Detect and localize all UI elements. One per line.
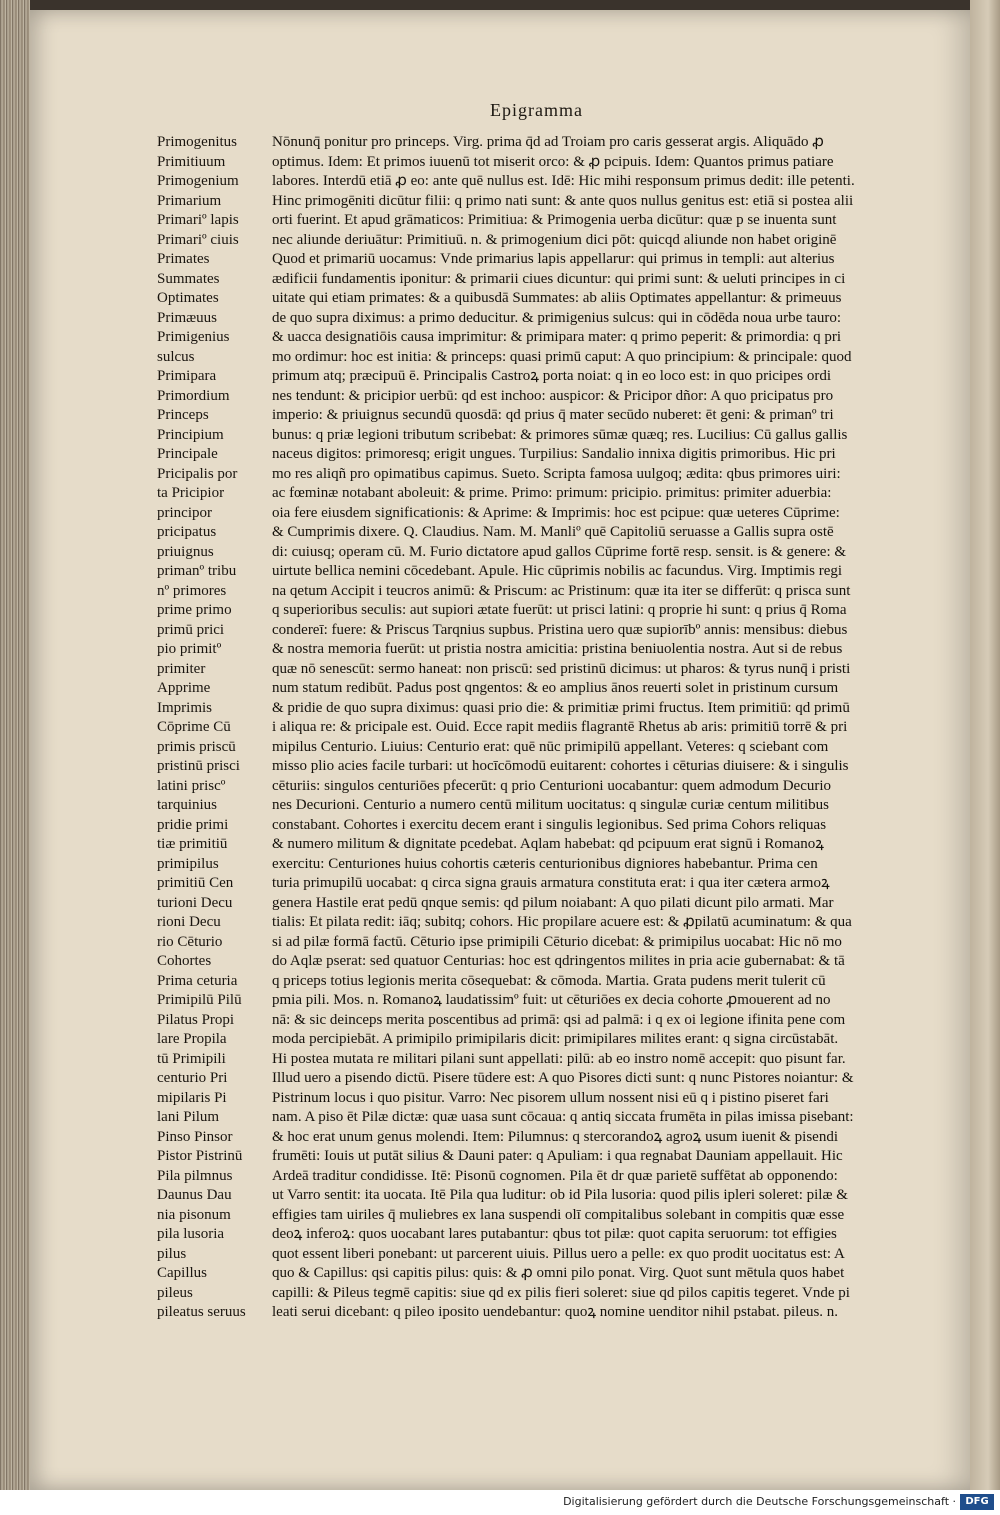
dfg-logo: DFG	[960, 1494, 994, 1510]
margin-note: rio Cēturio	[157, 933, 223, 950]
text-line: capilli: & Pileus tegmē capitis: siue qd ex pilis fieri soleret: siue qd pilos capitis tegeret. Vnde pi	[272, 1284, 850, 1301]
text-line: turia primupilū uocabat: q circa signa grauis armatura constituta erat: i qua iter cætera armoꝝ	[272, 875, 830, 891]
text-line: orti fuerint. Et apud grāmaticos: Primitiua: & Primogenia uerba dicūtur: quæ p se inuenta sunt	[272, 212, 837, 228]
book-fore-edge	[0, 0, 30, 1490]
text-line: q priceps totius legionis merita cōsequebat: & cōmoda. Martia. Grata pudens merit tulerit cū	[272, 972, 826, 989]
text-line: quot essent liberi ponebant: ut parcerent uiuis. Pillus uero a pelle: ex quo prodit uocitatus est: A	[272, 1245, 845, 1262]
text-line: ædificii fundamentis iponitur: & primarii ciues dicuntur: qui primi sunt: & ueluti principes in ci	[272, 270, 846, 287]
margin-note: Pila pilmnus	[157, 1167, 233, 1184]
text-line: de quo supra diximus: a primo deducitur. & primigenius sulcus: qui in cōdēda noua urbe tauro:	[272, 309, 842, 326]
text-line: exercitu: Centuriones huius cohortis cæteris centurionibus digniores habebantur. Prima cen	[272, 855, 818, 872]
margin-note: Primates	[157, 251, 210, 267]
margin-note: Pricipalis por	[157, 465, 238, 482]
text-line: nes tendunt: & pricipior uerbū: qd est inchoo: auspicor: & Pricipor dñor: A quo pricipatus pro	[272, 387, 834, 404]
footer-credit: Digitalisierung gefördert durch die Deutsche Forschungsgemeinschaft ·	[563, 1495, 956, 1508]
facing-page-edge	[970, 0, 1000, 1490]
margin-note: Imprimis	[157, 699, 212, 716]
text-line: primum atq; præcipuū ē. Principalis Castroꝝ porta noiat: q in eo loco est: in quo pricipes ordi	[272, 368, 831, 384]
footer-bar	[0, 1490, 1000, 1515]
text-line: quæ nō senescūt: sermo haneat: non priscū: sed pristinū dicimus: ut pharos: & tyrus nunq̄ i pristi	[272, 660, 851, 677]
text-line: Illud uero a pisendo dictū. Pisere tūdere est: A quo Pisores dicti sunt: q nunc Pistores noiantur: &	[272, 1070, 854, 1086]
text-line: ut Varro sentit: ita uocata. Itē Pila qua luditur: ob id Pila lusoria: quod pilis ipleri soleret: pilæ &	[272, 1187, 848, 1203]
margin-note: Primariº lapis	[157, 212, 239, 228]
text-line: tialis: Et pilata redit: iāq; subitq; cohors. Hic propilare acuere est: & ꝓpilatū acuminatum: & qua	[272, 914, 852, 930]
text-line: cēturiis: singulos centuriōes pfecerūt: q prio Centurioni uocabantur: quem admodum Decurio	[272, 777, 832, 794]
running-head: Epigramma	[490, 100, 583, 120]
margin-note: Apprime	[157, 680, 211, 696]
text-line: moda percipiebāt. A primipilo primipilaris dicit: primipilares milites erant: q signa circūstabāt.	[272, 1031, 839, 1047]
text-line: nes Decurioni. Centurio a numero centū militum uocitatus: q singulæ curiæ centum militibus	[272, 797, 829, 813]
text-line: nā: & sic deinceps merita poscentibus ad primā: qsi ad palmā: i q ex oi legione ifinita pene com	[272, 1011, 846, 1028]
margin-note: Pilatus Propi	[157, 1011, 235, 1028]
margin-note: Primarium	[157, 192, 222, 209]
margin-note: Pinso Pinsor	[157, 1128, 233, 1145]
margin-note: pridie primi	[157, 816, 229, 833]
margin-note: ta Pricipior	[157, 485, 225, 501]
margin-note: Primipilū Pilū	[157, 992, 242, 1008]
text-line: Hi postea mutata re militari pilani sunt appellati: pilū: ab eo instro nomē accepit: quo pisunt far.	[272, 1050, 846, 1067]
margin-note: mipilaris Pi	[157, 1089, 227, 1106]
text-line: & numero militum & dignitate pcedebat. Aqlam habebat: qd pcipuum erat signū i Romanoꝝ	[272, 836, 824, 852]
text-line: deoꝝ inferoꝝ: quos uocabant lares putabantur: qbus tot pilæ: quot capita seruorum: tot effigies	[272, 1226, 837, 1242]
margin-note: primitiū Cen	[157, 875, 234, 891]
text-line: Ardeā traditur condidisse. Itē: Pisonū cognomen. Pila ēt dr quæ parietē suffētat ab opponendo:	[272, 1167, 838, 1184]
margin-note: primanº tribu	[157, 563, 237, 579]
text-line: & pridie de quo supra diximus: quasi prio die: & primitiæ primi fructus. Item primitiū: qd primū	[272, 699, 850, 716]
margin-note: nº primores	[157, 582, 227, 599]
text-line: constabant. Cohortes i exercitu decem erant i singulis legionibus. Sed prima Cohors reliquas	[272, 816, 827, 833]
margin-note: Primigenius	[157, 329, 230, 345]
margin-note: pilus	[157, 1245, 187, 1262]
text-line: Pistrinum locus i quo pisitur. Varro: Nec pisorem ullum nossent nisi eū q i pistino piseret fari	[272, 1089, 829, 1106]
text-line: labores. Interdū etiā ꝓ eo: ante quē nullus est. Idē: Hic mihi responsum primus dedit: ille petenti.	[272, 173, 855, 189]
text-line: frumēti: Iouis ut putāt silius & Dauni pater: q Apuliam: i qua regnabat Dauniam appellauit. Hic	[272, 1148, 843, 1164]
margin-note: Capillus	[157, 1265, 208, 1281]
margin-note: Principium	[157, 426, 224, 443]
text-line: & Cumprimis dixere. Q. Claudius. Nam. M. Manliº quē Capitoliū seruasse a Gallis supra ostē	[272, 524, 834, 540]
margin-note: Primæuus	[157, 309, 218, 326]
margin-note: primipilus	[157, 855, 219, 872]
margin-note: pila lusoria	[157, 1226, 225, 1242]
text-line: pmia pili. Mos. n. Romanoꝝ laudatissimº fuit: ut cēturiōes ex decia cohorte ꝓmouerent ad no	[272, 992, 831, 1008]
text-line: mo ordimur: hoc est initia: & princeps: quasi primū caput: A quo principium: & principale: quod	[272, 348, 852, 365]
text-line: condereī: fuere: & Priscus Tarqnius supbus. Pristina uero quæ supiorībº annis: mensibus: diebus	[272, 621, 848, 638]
margin-note: pio primitº	[157, 641, 222, 657]
margin-note: pileatus seruus	[157, 1304, 246, 1320]
margin-note: Pistor Pistrinū	[157, 1148, 243, 1164]
margin-note: centurio Pri	[157, 1070, 228, 1086]
margin-note: Princeps	[157, 407, 209, 423]
margin-note: tarquinius	[157, 797, 217, 813]
text-line: misso plio acies facile turbari: ut hocīcōmodū euitarent: cohortes i cēturias diuisere: & i singulis	[272, 758, 849, 774]
text-line: & nostra memoria fuerūt: ut pristia nostra amicitia: pristina beniuolentia nostra. Aut si de rebus	[272, 641, 843, 657]
text-line: naceus digitos: primoresq; erigit ungues. Turpilius: Sandalio innixa digitis primoribus. Hic pri	[272, 446, 836, 462]
margin-note: Cohortes	[157, 953, 212, 969]
text-line: imperio: & priuignus secundū quosdā: qd prius q̄ mater secūdo nuberet: ēt geni: & primanº tri	[272, 407, 834, 423]
margin-note: prime primo	[157, 602, 232, 618]
margin-note: Primordium	[157, 387, 230, 404]
text-line: num statum redibūt. Padus post qngentos: & eo amplius ānos reuerti solet in pristinum cursum	[272, 680, 839, 696]
margin-note: Prima ceturia	[157, 972, 238, 989]
margin-note: lani Pilum	[157, 1109, 220, 1125]
margin-note: Primogenitus	[157, 134, 238, 150]
margin-note: priuignus	[157, 543, 214, 560]
text-line: optimus. Idem: Et primos iuuenū tot miserit orco: & ꝓ pcipuis. Idem: Quantos primus patiare	[272, 153, 834, 170]
margin-note: nia pisonum	[157, 1206, 231, 1223]
text-line: nec aliunde deriuātur: Primitiuū. n. & primogenium dici pōt: quicqd aliunde non habet originē	[272, 231, 837, 248]
text-line: q superioribus seculis: aut supiori ætate fuerūt: ut prisci latini: q proprie hi sunt: q prius q̄ Roma	[272, 602, 847, 618]
margin-note: Cōprime Cū	[157, 719, 231, 735]
text-line: mipilus Centurio. Liuius: Centurio erat: quē nūc primipilū appellant. Veteres: q sciebant com	[272, 738, 829, 755]
text-line: nam. A piso ēt Pilæ dictæ: quæ uasa sunt cōcaua: q antiq siccata frumēta in pilas imissa pisebant:	[272, 1109, 854, 1125]
main-text-column	[272, 133, 927, 1323]
text-line: oia fere eiusdem significationis: & Aprime: & Imprimis: hoc est pcipue: quæ ueteres Cūprime:	[272, 504, 840, 521]
text-line: & hoc erat unum genus molendi. Item: Pilumnus: q stercorandoꝝ agroꝝ usum iuenit & pisendi	[272, 1128, 839, 1145]
margin-note: Optimates	[157, 290, 219, 306]
margin-note: Primitiuum	[157, 153, 226, 170]
text-line: na qetum Accipit i teucros animū: & Priscum: ac Pristinum: quæ ita iter se differūt: q prisca sunt	[272, 582, 851, 599]
margin-note: tiæ primitiū	[157, 836, 228, 852]
text-line: genera Hastile erat pedū qnque semis: qd pilum noiabant: A quo pilati dicunt pilo armati. Mar	[272, 894, 834, 911]
text-line: Hinc primogēniti dicūtur filii: q primo nati sunt: & ante quos nullus genitus est: etiā si postea alii	[272, 192, 854, 209]
margin-note: primū prici	[157, 621, 225, 638]
text-line: effigies tam uiriles q̄ muliebres ex lana suspendi olī compitalibus solebant in compitis quæ esse	[272, 1206, 845, 1223]
text-line: uitate qui etiam primates: & a quibusdā Summates: ab aliis Optimates appellantur: & primeuus	[272, 290, 842, 306]
text-line: ac fœminæ notabant aboleuit: & prime. Primo: primum: pricipio. primitus: primiter aduerbia:	[272, 485, 832, 501]
text-line: Quod et primariū uocamus: Vnde primarius lapis appellarur: qui primus in templi: aut alterius	[272, 251, 835, 267]
text-line: uirtute bellica nemini cōcedebant. Apule. Hic cūprimis nobilis ac facundus. Virg. Imptimis regi	[272, 563, 843, 579]
margin-note: Daunus Dau	[157, 1187, 232, 1203]
margin-note: tū Primipili	[157, 1050, 226, 1067]
margin-note: principor	[157, 504, 212, 521]
margin-note: rioni Decu	[157, 914, 221, 930]
text-line: mo res aliqñ pro opimatibus capimus. Sueto. Scripta famosa uulgoq; ædita: qbus primores uiri:	[272, 465, 841, 482]
text-line: Nōnunq̄ ponitur pro princeps. Virg. prima q̄d ad Troiam pro caris gesserat argis. Aliquādo ꝓ	[272, 134, 824, 150]
margin-note: Primariº ciuis	[157, 231, 239, 248]
margin-note: Primipara	[157, 368, 217, 384]
margin-note: pricipatus	[157, 524, 217, 540]
margin-note: primis priscū	[157, 738, 236, 755]
text-line: di: cuiusq; operam cū. M. Furio dictatore apud gallos Cūprime fortē resp. sensit. is & genere: &	[272, 543, 847, 560]
margin-note: lare Propila	[157, 1031, 227, 1047]
margin-notes-column	[157, 133, 265, 1323]
text-line: & uacca designatiōis causa imprimitur: & primipara mater: q primo peperit: & primordia: q pri	[272, 329, 842, 345]
margin-note: primiter	[157, 660, 206, 677]
margin-note: latini priscº	[157, 777, 226, 794]
text-line: bunus: q priæ legioni tributum scribebat: & primores sūmæ quæq; res. Lucilius: Cū gallus gallis	[272, 426, 848, 443]
margin-note: Principale	[157, 446, 218, 462]
margin-note: sulcus	[157, 348, 195, 365]
margin-note: pileus	[157, 1284, 193, 1301]
margin-note: Primogenium	[157, 173, 239, 189]
text-line: i aliqua re: & pricipale est. Ouid. Ecce rapit mediis flagrantē Rhetus ab aris: primitiū torrē & pri	[272, 719, 848, 735]
margin-note: Summates	[157, 270, 220, 287]
margin-note: turioni Decu	[157, 894, 233, 911]
text-line: do Aqlæ pserat: sed quatuor Centurias: hoc est qdringentos milites in pria acie gubernabat: & tā	[272, 953, 845, 969]
text-line: quo & Capillus: qsi capitis pilus: quis: & ꝓ omni pilo ponat. Virg. Quot sunt mētula quos habet	[272, 1265, 845, 1281]
margin-note: pristinū prisci	[157, 758, 240, 774]
text-line: leati serui dicebant: q pileo iposito uendebantur: quoꝝ nomine uenditor nihil pstabat. pileus. n.	[272, 1304, 839, 1320]
text-line: si ad pilæ formā factū. Cēturio ipse primipili Cēturio dicebat: & primipilus uocabat: Hic nō mo	[272, 933, 842, 950]
